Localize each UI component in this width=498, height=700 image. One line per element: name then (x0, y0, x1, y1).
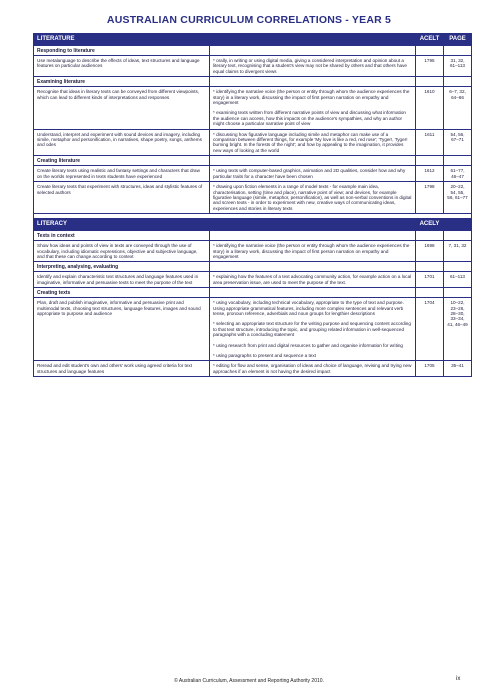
content-description: Create literary texts that experiment with structures, ideas and stylistic features of selected authors (34, 182, 210, 214)
content-description: Use metalanguage to describe the effects of ideas, text structures and language features on particular audiences (34, 56, 210, 77)
subsection-blank (444, 288, 472, 298)
table-row (34, 272, 472, 288)
elaborations-cell (210, 182, 416, 214)
curriculum-code: 1798 (416, 182, 444, 214)
elaboration: * identifying the narrative voice (the person or entity through whom the audience experiences the story) in a literary work, discussing the impact of first person narration on empathy and engagement (213, 89, 410, 106)
subsection-blank (210, 262, 416, 272)
subsection-blank (416, 262, 444, 272)
elaborations-cell (210, 166, 416, 182)
content-description: Reread and edit student's own and others' work using agreed criteria for text structures and language features (34, 361, 210, 377)
page-column-header: PAGE (444, 34, 472, 46)
subsection-header (34, 262, 472, 272)
subsection-blank (210, 231, 416, 241)
page-reference: 6–7, 32, 64–66 (444, 87, 472, 129)
elaborations-cell (210, 56, 416, 77)
table-row (34, 166, 472, 182)
page-column-header (444, 219, 472, 231)
page-title: AUSTRALIAN CURRICULUM CORRELATIONS - YEAR 5 (106, 14, 392, 26)
table-row (34, 56, 472, 77)
curriculum-code: 1701 (416, 272, 444, 288)
code-column-header: ACELT (416, 34, 444, 46)
elaboration: * explaining how the features of a text advocating community action, for example action on a local area preservation issue, are used to meet the purpose of the text. (213, 274, 412, 285)
curriculum-code: 1698 (416, 241, 444, 262)
subsection-header (34, 231, 472, 241)
subsection-blank (444, 231, 472, 241)
elaboration: * discussing how figurative language including simile and metaphor can make use of a comparison between different things, for example 'My love is like a red, red rose'; 'Tyger!, Tyger! burning bright. In the forests of the night'; and how by appealing to the imagination, it provides new ways of looking at the world (213, 131, 408, 153)
subsection-header (34, 46, 472, 56)
curriculum-code: 1612 (416, 166, 444, 182)
page-reference: 61–113 (444, 272, 472, 288)
subsection-blank (416, 156, 444, 166)
subsection-blank (416, 231, 444, 241)
elaboration: * orally, in writing or using digital media, giving a considered interpretation and opinion about a literary text, recognising that a student's view may not be shared by others and that others have equal claims to divergent views (213, 58, 407, 74)
section-heading: LITERACY (34, 219, 416, 231)
elaborations-cell (210, 361, 416, 377)
subsection-title: Creating literature (34, 156, 210, 166)
content-description: Create literary texts using realistic and fantasy settings and characters that draw on the worlds represented in texts students have experienced (34, 166, 210, 182)
subsection-title: Texts in context (34, 231, 210, 241)
content-description: Recognise that ideas in literary texts can be conveyed from different viewpoints, which can lead to different kinds of interpretations and responses (34, 87, 210, 129)
page-reference: 54, 56, 67–71 (444, 129, 472, 156)
elaboration: * editing for flow and sense, organisation of ideas and choice of language, revising and trying new approaches if an element is not having the desired impact (213, 363, 412, 374)
elaboration: * selecting an appropriate text structure for the writing purpose and sequencing content according to that text structure, introducing the topic, and grouping related information in well-sequenced paragraphs with a concluding statement (213, 321, 411, 338)
subsection-blank (416, 46, 444, 56)
subsection-title: Creating texts (34, 288, 210, 298)
content-description: Identify and explain characteristic text structures and language features used in imaginative, informative and persuasive texts to meet the purpose of the text (34, 272, 210, 288)
table-row (34, 182, 472, 214)
subsection-blank (444, 77, 472, 87)
subsection-blank (416, 288, 444, 298)
copyright-footer: © Australian Curriculum, Assessment and Reporting Authority 2010. (174, 678, 324, 684)
subsection-blank (210, 77, 416, 87)
table-row (34, 241, 472, 262)
correlation-table-wrap (33, 33, 471, 377)
subsection-blank (210, 156, 416, 166)
table-row (34, 87, 472, 129)
subsection-blank (444, 156, 472, 166)
elaborations-cell (210, 87, 416, 129)
content-description: Understand, interpret and experiment with sound devices and imagery, including simile, metaphor and personification, in narratives, shape poetry, songs, anthems and odes (34, 129, 210, 156)
subsection-title: Responding to literature (34, 46, 210, 56)
subsection-title: Examining literature (34, 77, 210, 87)
elaboration: * examining texts written from different narrative points of view and discussing what information the audience can access, how this impacts on the audience's sympathies, and why an author might choose a particular narrative point of view (213, 110, 406, 127)
curriculum-code: 1611 (416, 129, 444, 156)
table-row (34, 298, 472, 361)
page-reference: 35–41 (444, 361, 472, 377)
subsection-blank (210, 288, 416, 298)
section-header-literature (34, 34, 472, 46)
curriculum-code: 1704 (416, 298, 444, 361)
page-reference: 61–77, 46–47 (444, 166, 472, 182)
correlation-table (33, 33, 472, 377)
page-reference: 20–22, 54, 55, 56, 61–77 (444, 182, 472, 214)
subsection-title: Interpreting, analysing, evaluating (34, 262, 210, 272)
elaboration: * identifying the narrative voice (the person or entity through whom the audience experiences the story) in a literary work, discussing the impact of first person narration on empathy and engagement (213, 243, 410, 259)
correlation-table-body (34, 34, 472, 377)
code-column-header: ACELY (416, 219, 444, 231)
elaboration: * using texts with computer-based graphics, animation and 2D qualities, consider how and why particular traits for a character have been chosen (213, 168, 406, 179)
page-reference: 10–22, 23–26, 28–30, 33–34, 41, 46–49 (444, 298, 472, 361)
content-description: Plan, draft and publish imaginative, informative and persuasive print and multimodal texts, choosing text structures, language features, images and sound appropriate to purpose and audience (34, 298, 210, 361)
content-description: Show how ideas and points of view in texts are conveyed through the use of vocabulary, including idiomatic expressions, objective and subjective language, and that these can change according to context (34, 241, 210, 262)
elaborations-cell (210, 241, 416, 262)
subsection-header (34, 77, 472, 87)
elaborations-cell (210, 129, 416, 156)
curriculum-code: 1795 (416, 56, 444, 77)
elaborations-cell (210, 272, 416, 288)
section-header-literacy (34, 219, 472, 231)
page-number: ix (456, 676, 461, 682)
curriculum-code: 1610 (416, 87, 444, 129)
subsection-blank (210, 46, 416, 56)
page-reference: 7, 31, 32 (444, 241, 472, 262)
elaboration: * using paragraphs to present and sequence a text (213, 353, 316, 358)
subsection-blank (416, 77, 444, 87)
elaboration: * using research from print and digital resources to gather and organise information for writing (213, 342, 403, 348)
subsection-header (34, 156, 472, 166)
subsection-header (34, 288, 472, 298)
table-row (34, 129, 472, 156)
curriculum-code: 1705 (416, 361, 444, 377)
page-reference: 31, 32, 61–113 (444, 56, 472, 77)
elaboration: * using vocabulary, including technical vocabulary, appropriate to the type of text and purpose. Using appropriate grammatical features, including more complex sentences and relevant verb tense, pronoun reference, adverbials and noun groups for lengthier descriptions (213, 300, 404, 316)
subsection-blank (444, 46, 472, 56)
section-heading: LITERATURE (34, 34, 416, 46)
elaboration: * drawing upon fiction elements in a range of model texts - for example main idea, characterisation, setting (time and place), narrative point of view; and devices, for example figurative language (simile, metaphor, personification), as well as non-verbal conventions in digital and screen texts - in order to experiment with new, creative ways of communicating ideas, experiences and stories in literary texts (213, 184, 412, 211)
table-row (34, 361, 472, 377)
subsection-blank (444, 262, 472, 272)
elaborations-cell (210, 298, 416, 361)
